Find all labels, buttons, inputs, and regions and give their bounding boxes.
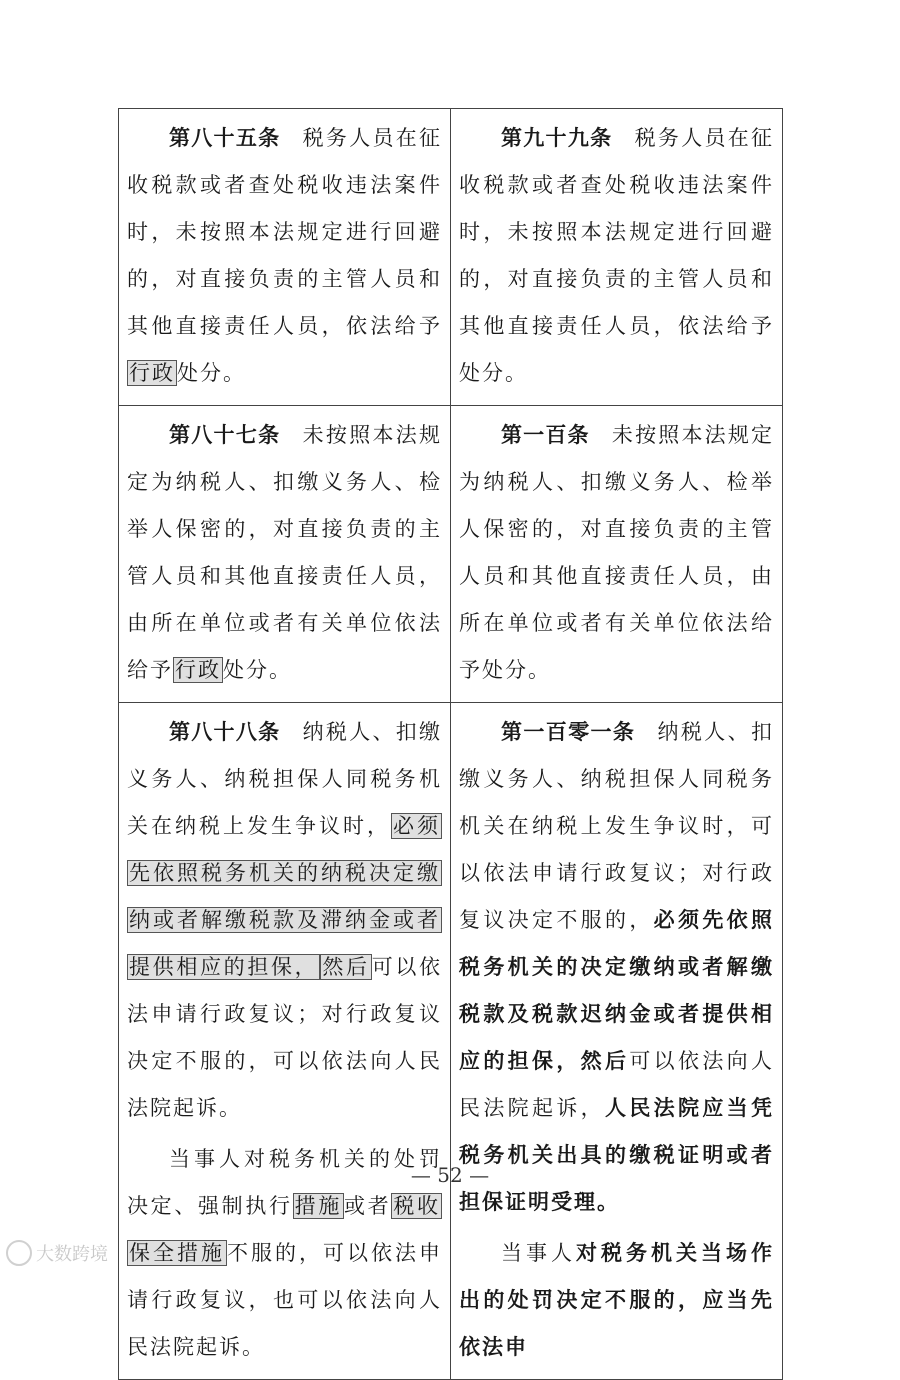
highlighted-change: 然后 [322, 955, 370, 979]
article-number: 第八十七条 [169, 423, 281, 447]
article-number: 第九十九条 [501, 126, 613, 150]
old-law-cell [119, 406, 451, 703]
article-number: 第一百条 [501, 423, 590, 447]
watermark [6, 1240, 108, 1266]
old-law-cell [119, 109, 451, 406]
comparison-table [118, 108, 783, 1380]
article-number: 第八十五条 [169, 126, 281, 150]
article-paragraph: 第一百条 未按照本法规定为纳税人、扣缴义务人、检举人保密的，对直接负责的主管人员和其他直接责任人员，由所在单位或者有关单位依法给予处分。 [459, 423, 775, 682]
article-paragraph: 第八十五条 税务人员在征收税款或者查处税收违法案件时，未按照本法规定进行回避的，对直接负责的主管人员和其他直接责任人员，依法给予行政处分。 [127, 126, 443, 385]
watermark-text: 大数跨境 [36, 1244, 108, 1265]
table-row [119, 109, 783, 406]
article-paragraph: 当事人对税务机关当场作出的处罚决定不服的，应当先依法申 [459, 1241, 774, 1359]
article-paragraph: 第八十七条 未按照本法规定为纳税人、扣缴义务人、检举人保密的，对直接负责的主管人员和其他直接责任人员，由所在单位或者有关单位依法给予行政处分。 [127, 423, 443, 682]
article-paragraph: 第一百零一条 纳税人、扣缴义务人、纳税担保人同税务机关在纳税上发生争议时，可以依法申请行政复议；对行政复议决定不服的，必须先依照税务机关的决定缴纳或者解缴税款及税款迟纳金或者提供相应的担保，然后可以依法向人民法院起诉，人民法院应当凭税务机关出具的缴税证明或者担保证明受理。 [459, 720, 775, 1214]
bold-change: 人民法院应当凭税务机关出具的缴税证明或者担保证明受理。 [459, 1096, 774, 1214]
article-paragraph: 第九十九条 税务人员在征收税款或者查处税收违法案件时，未按照本法规定进行回避的，对直接负责的主管人员和其他直接责任人员，依法给予处分。 [459, 126, 775, 385]
article-number: 第一百零一条 [501, 720, 636, 744]
article-paragraph: 第八十八条 纳税人、扣缴义务人、纳税担保人同税务机关在纳税上发生争议时，必须先依照税务机关的纳税决定缴纳或者解缴税款及滞纳金或者提供相应的担保， 然后可以依法申请行政复议；对行政复议决定不服的，可以依法向人民法院起诉。 [127, 720, 443, 1120]
bold-change: 对税务机关当场作出的处罚决定不服的，应当先依法申 [459, 1241, 774, 1359]
new-law-cell [451, 109, 783, 406]
new-law-cell [451, 703, 783, 1380]
bold-change: 必须先依照税务机关的决定缴纳或者解缴税款及税款迟纳金或者提供相应的担保，然后 [459, 908, 775, 1073]
old-law-cell [119, 703, 451, 1380]
article-paragraph: 当事人对税务机关的处罚决定、强制执行措施或者税收保全措施不服的，可以依法申请行政复议，也可以依法向人民法院起诉。 [127, 1147, 442, 1359]
highlighted-change: 措施 [294, 1194, 343, 1218]
highlighted-change: 必须先依照税务机关的纳税决定缴纳或者解缴税款及滞纳金或者提供相应的担保， [129, 814, 440, 979]
article-number: 第八十八条 [169, 720, 281, 744]
table-row [119, 703, 783, 1380]
highlighted-change: 税收保全措施 [129, 1194, 441, 1265]
watermark-logo-icon [6, 1240, 32, 1266]
new-law-cell [451, 406, 783, 703]
table-row [119, 406, 783, 703]
highlighted-change: 行政 [129, 361, 175, 385]
highlighted-change: 行政 [175, 658, 221, 682]
page-number: — 52 — [410, 1163, 490, 1187]
